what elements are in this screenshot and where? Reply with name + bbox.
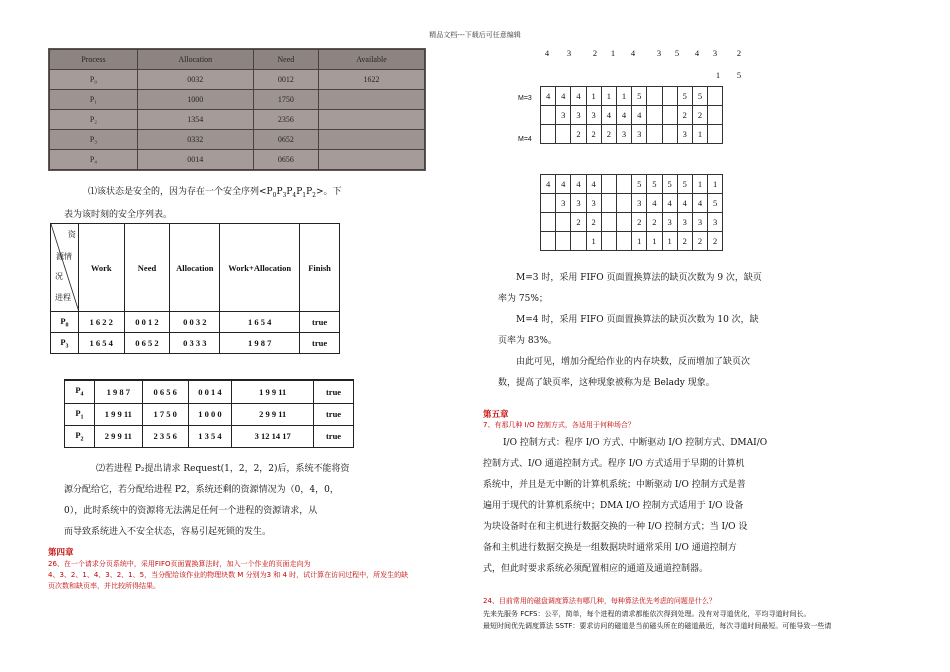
- photo-cell: P₀: [50, 70, 138, 90]
- frame-cell: 5: [677, 175, 692, 194]
- para1-text: ⑴该状态是安全的，因为存在一个安全序列<P: [88, 187, 273, 197]
- reference-string: [540, 48, 764, 60]
- allocation-cell: 0 3 3 3: [170, 333, 220, 354]
- frame-cell: 4: [541, 175, 556, 194]
- resource-table-photo: [48, 48, 426, 171]
- frame-cell: 4: [601, 106, 616, 125]
- frame-cell: 4: [556, 175, 571, 194]
- frame-cell: 1: [708, 175, 723, 194]
- ref-page: 2: [592, 48, 598, 58]
- process-sub: 1: [80, 414, 84, 421]
- ref-page: 5: [674, 48, 680, 58]
- work-cell: 1 9 9 11: [94, 403, 142, 425]
- need-cell: 1 7 5 0: [142, 403, 188, 425]
- frame-cell: 3: [692, 213, 707, 232]
- finish-cell: true: [314, 380, 354, 403]
- q26-line: 26、在一个请求分页系统中，采用FIFO页面置换算法时，加入一个作业的页面走向为: [48, 560, 311, 568]
- ref-page: 1: [715, 70, 721, 80]
- result-line: 由此可见，增加分配给作业的内存块数，反而增加了缺页次: [516, 357, 751, 367]
- process-letter: P: [60, 336, 66, 347]
- photo-cell: 2356: [253, 110, 318, 130]
- work-cell: 1 6 2 2: [78, 312, 124, 333]
- result-line: 页率为 83%。: [498, 336, 557, 346]
- header-work-allocation: Work+Allocation: [220, 224, 300, 312]
- frame-cell: [556, 125, 571, 144]
- photo-cell: P₃: [50, 130, 138, 150]
- answer7-line: I/O 控制方式：程序 I/O 方式、中断驱动 I/O 控制方式、DMAI/O: [503, 438, 768, 448]
- frame-cell: 2: [692, 106, 707, 125]
- photo-cell: P₂: [50, 110, 138, 130]
- process-cell: [65, 403, 95, 425]
- answer7-line: 备和主机进行数据交换是一组数据块时通常采用 I/O 通道控制方: [483, 543, 737, 553]
- para2-line: 0），此时系统中的资源将无法满足任何一个进程的资源请求，从: [64, 506, 318, 516]
- safe-sequence-table-top: [50, 223, 340, 354]
- header-allocation: Allocation: [170, 224, 220, 312]
- frame-cell: 3: [677, 213, 692, 232]
- process-letter: P: [75, 385, 81, 396]
- photo-cell: P₁: [50, 90, 138, 110]
- photo-cell: [318, 90, 424, 110]
- ref-page: 3: [566, 48, 572, 58]
- frame-cell: [541, 125, 556, 144]
- frame-cell: 1: [586, 232, 601, 251]
- process-sub: 2: [80, 436, 84, 443]
- frame-cell: [708, 87, 723, 106]
- frame-cell: 2: [586, 125, 601, 144]
- process-cell: [51, 312, 79, 333]
- photo-cell: 0652: [253, 130, 318, 150]
- fifo-table-m4: [540, 174, 723, 251]
- need-cell: 0 0 1 2: [124, 312, 170, 333]
- photo-header-process: Process: [50, 50, 138, 70]
- process-letter: P: [60, 315, 66, 326]
- frame-cell: 5: [662, 175, 677, 194]
- seq-sub: 0: [272, 191, 277, 199]
- frame-cell: [647, 87, 662, 106]
- frame-cell: 3: [556, 106, 571, 125]
- frame-cell: 5: [632, 87, 647, 106]
- question-26: [48, 559, 478, 592]
- work-allocation-cell: 1 6 5 4: [220, 312, 300, 333]
- answer7-line: 式，但此时要求系统必须配置相应的通道及通道控制器。: [483, 564, 709, 574]
- frame-cell: 1: [632, 232, 647, 251]
- frame-cell: 3: [616, 125, 631, 144]
- frame-cell: [662, 87, 677, 106]
- result-line: 数，提高了缺页率，这种现象被称为是 Belady 现象。: [498, 378, 715, 388]
- frame-cell: 1: [692, 125, 707, 144]
- answer-7: [483, 433, 773, 580]
- photo-cell: 1354: [137, 110, 253, 130]
- frame-cell: 2: [571, 213, 586, 232]
- frame-cell: [601, 213, 616, 232]
- frame-cell: 4: [647, 194, 662, 213]
- frame-cell: 4: [571, 87, 586, 106]
- frame-cell: [647, 125, 662, 144]
- frame-cell: [616, 175, 631, 194]
- work-cell: 2 9 9 11: [94, 425, 142, 447]
- frame-cell: [616, 213, 631, 232]
- photo-cell: P₄: [50, 150, 138, 170]
- answer7-line: 控制方式、I/O 通道控制方式。程序 I/O 方式适用于早期的计算机: [483, 459, 745, 469]
- photo-cell: [318, 110, 424, 130]
- frame-cell: [556, 213, 571, 232]
- result-line: M=3 时，采用 FIFO 页面置换算法的缺页次数为 9 次，缺页: [516, 273, 762, 283]
- ref-page: 1: [610, 48, 616, 58]
- work-allocation-cell: 2 9 9 11: [232, 403, 314, 425]
- page-header: 精品文档---下载后可任意编辑: [429, 31, 521, 39]
- seq-sub: 3: [282, 191, 287, 199]
- reference-string-extra: [540, 70, 764, 82]
- answer7-line: 系统中，并且是无中断的计算机系统；中断驱动 I/O 控制方式是普: [483, 480, 746, 490]
- frame-cell: 3: [708, 213, 723, 232]
- frame-cell: 2: [647, 213, 662, 232]
- safe-sequence-table-bottom: [64, 379, 354, 448]
- seq-sub: 4: [292, 191, 297, 199]
- frame-cell: [601, 175, 616, 194]
- seq-sub: 1: [302, 191, 307, 199]
- ref-page: 3: [656, 48, 662, 58]
- para2-line: 而导致系统进入不安全状态，容易引起死锁的发生。: [64, 527, 272, 537]
- photo-cell: 0032: [137, 70, 253, 90]
- ref-page: 4: [694, 48, 700, 58]
- ref-page: 4: [630, 48, 636, 58]
- finish-cell: true: [314, 403, 354, 425]
- frame-cell: 4: [616, 106, 631, 125]
- photo-header-need: Need: [253, 50, 318, 70]
- photo-header-available: Available: [318, 50, 424, 70]
- frame-cell: [616, 232, 631, 251]
- process-sub: 3: [65, 343, 69, 350]
- answer24-line: 先来先服务 FCFS：公平，简单，每个进程的请求都能依次得到处理。没有对寻道优化，平均寻道时间长。: [483, 610, 811, 618]
- allocation-cell: 1 0 0 0: [188, 403, 232, 425]
- answer7-line: 遍用于现代的计算机系统中；DMA I/O 控制方式适用于 I/O 设备: [483, 501, 744, 511]
- frame-cell: 5: [708, 194, 723, 213]
- header-work: Work: [78, 224, 124, 312]
- finish-cell: true: [314, 425, 354, 447]
- frame-cell: 1: [601, 87, 616, 106]
- frame-cell: [541, 213, 556, 232]
- request-paragraph: [64, 459, 384, 543]
- header-finish: Finish: [300, 224, 340, 312]
- frame-cell: 2: [601, 125, 616, 144]
- frame-cell: [541, 232, 556, 251]
- frame-cell: [571, 232, 586, 251]
- frame-cell: 3: [586, 194, 601, 213]
- frame-cell: [601, 232, 616, 251]
- corner-label-situation: 况: [55, 272, 63, 281]
- allocation-cell: 1 3 5 4: [188, 425, 232, 447]
- photo-cell: 0012: [253, 70, 318, 90]
- photo-cell: 0014: [137, 150, 253, 170]
- frame-cell: 3: [632, 125, 647, 144]
- frame-cell: 2: [708, 232, 723, 251]
- table-intro: 表为该时刻的安全序列表。: [64, 210, 173, 220]
- frame-cell: 4: [692, 194, 707, 213]
- frame-cell: 2: [677, 232, 692, 251]
- chapter-five-heading: 第五章: [483, 410, 509, 420]
- m4-label: M=4: [518, 136, 532, 143]
- frame-cell: 1: [662, 232, 677, 251]
- result-line: 率为 75%；: [498, 294, 548, 304]
- process-letter: P: [75, 407, 81, 418]
- photo-cell: 0656: [253, 150, 318, 170]
- answer-24: [483, 608, 923, 632]
- fifo-result-paragraph: [498, 268, 788, 394]
- frame-cell: 2: [677, 106, 692, 125]
- question-24: 24、目前常用的磁盘调度算法有哪几种，每种算法优先考虑的问题是什么？: [483, 597, 716, 605]
- header-need: Need: [124, 224, 170, 312]
- photo-cell: 0332: [137, 130, 253, 150]
- frame-cell: [601, 194, 616, 213]
- frame-cell: [662, 125, 677, 144]
- process-sub: 0: [65, 322, 69, 329]
- fifo-table-m3: [540, 86, 723, 144]
- frame-cell: 5: [677, 87, 692, 106]
- frame-cell: 4: [586, 175, 601, 194]
- frame-cell: 1: [692, 175, 707, 194]
- frame-cell: 3: [571, 194, 586, 213]
- ref-page: 3: [712, 48, 718, 58]
- ref-page: 4: [544, 48, 550, 58]
- frame-cell: 4: [677, 194, 692, 213]
- frame-cell: 4: [541, 87, 556, 106]
- work-allocation-cell: 3 12 14 17: [232, 425, 314, 447]
- process-cell: [51, 333, 79, 354]
- finish-cell: true: [300, 333, 340, 354]
- work-allocation-cell: 1 9 8 7: [220, 333, 300, 354]
- need-cell: 2 3 5 6: [142, 425, 188, 447]
- corner-label-top: 资: [67, 230, 76, 239]
- frame-cell: 4: [556, 87, 571, 106]
- question-7: 7、有那几种 I/O 控制方式，各适用于何种场合？: [483, 421, 635, 429]
- photo-header-allocation: Allocation: [137, 50, 253, 70]
- frame-cell: [647, 106, 662, 125]
- process-sub: 4: [80, 392, 84, 399]
- frame-cell: 4: [632, 106, 647, 125]
- ref-page: 5: [736, 70, 742, 80]
- corner-cell: [51, 224, 79, 312]
- frame-cell: 1: [647, 232, 662, 251]
- allocation-cell: 0 0 3 2: [170, 312, 220, 333]
- process-cell: [65, 380, 95, 403]
- corner-label-mid: 源情: [56, 252, 72, 261]
- chapter-four-heading: 第四章: [48, 548, 74, 558]
- answer24-line: 最短时间优先调度算法 SSTF：要求访问的磁道是当前磁头所在的磁道最近，每次寻道时间最短。可能导致一些请: [483, 622, 832, 630]
- frame-cell: 1: [586, 87, 601, 106]
- frame-cell: [541, 194, 556, 213]
- need-cell: 0 6 5 6: [142, 380, 188, 403]
- process-cell: [65, 425, 95, 447]
- allocation-cell: 0 0 1 4: [188, 380, 232, 403]
- frame-cell: [616, 194, 631, 213]
- finish-cell: true: [300, 312, 340, 333]
- frame-cell: [541, 106, 556, 125]
- corner-label-process: 进程: [55, 293, 71, 302]
- frame-cell: 3: [632, 194, 647, 213]
- need-cell: 0 6 5 2: [124, 333, 170, 354]
- frame-cell: 2: [692, 232, 707, 251]
- safe-state-paragraph: ⑴该状态是安全的，因为存在一个安全序列$<P_0P_3P_4P_1P_2>$。下: [88, 187, 342, 199]
- q26-line: 页次数和缺页率，并比较所得结果。: [48, 582, 160, 590]
- frame-cell: 3: [586, 106, 601, 125]
- photo-cell: 1622: [318, 70, 424, 90]
- frame-cell: 1: [616, 87, 631, 106]
- photo-cell: 1000: [137, 90, 253, 110]
- photo-cell: [318, 150, 424, 170]
- frame-cell: 2: [571, 125, 586, 144]
- frame-cell: 3: [556, 194, 571, 213]
- para2-line: ⑵若进程 P₂提出请求 Request(1，2，2，2)后，系统不能将资: [96, 464, 350, 474]
- frame-cell: 2: [586, 213, 601, 232]
- para1-tail: >。下: [316, 187, 342, 197]
- work-allocation-cell: 1 9 9 11: [232, 380, 314, 403]
- answer7-line: 为块设备时在和主机进行数据交换的一种 I/O 控制方式；当 I/O 设: [483, 522, 748, 532]
- frame-cell: [708, 106, 723, 125]
- frame-cell: 3: [677, 125, 692, 144]
- photo-cell: 1750: [253, 90, 318, 110]
- frame-cell: 5: [647, 175, 662, 194]
- frame-cell: 5: [692, 87, 707, 106]
- q26-line: 4、3、2、1、4、3、2、1、5，当分配给该作业的物理块数 M 分别为3 和 4 时，试计算在访问过程中，所发生的缺: [48, 571, 409, 579]
- process-letter: P: [75, 429, 81, 440]
- photo-cell: [318, 130, 424, 150]
- frame-cell: 3: [571, 106, 586, 125]
- work-cell: 1 6 5 4: [78, 333, 124, 354]
- result-line: M=4 时，采用 FIFO 页面置换算法的缺页次数为 10 次，缺: [516, 315, 759, 325]
- frame-cell: 2: [632, 213, 647, 232]
- frame-cell: 4: [662, 194, 677, 213]
- frame-cell: 3: [662, 213, 677, 232]
- frame-cell: 5: [632, 175, 647, 194]
- frame-cell: [556, 232, 571, 251]
- frame-cell: [662, 106, 677, 125]
- m3-label: M=3: [518, 95, 532, 102]
- frame-cell: 4: [571, 175, 586, 194]
- para2-line: 源分配给它，若分配给进程 P2，系统还剩的资源情况为（0，4，0，: [64, 485, 339, 495]
- work-cell: 1 9 8 7: [94, 380, 142, 403]
- frame-cell: [708, 125, 723, 144]
- seq-sub: 2: [312, 191, 316, 199]
- ref-page: 2: [736, 48, 742, 58]
